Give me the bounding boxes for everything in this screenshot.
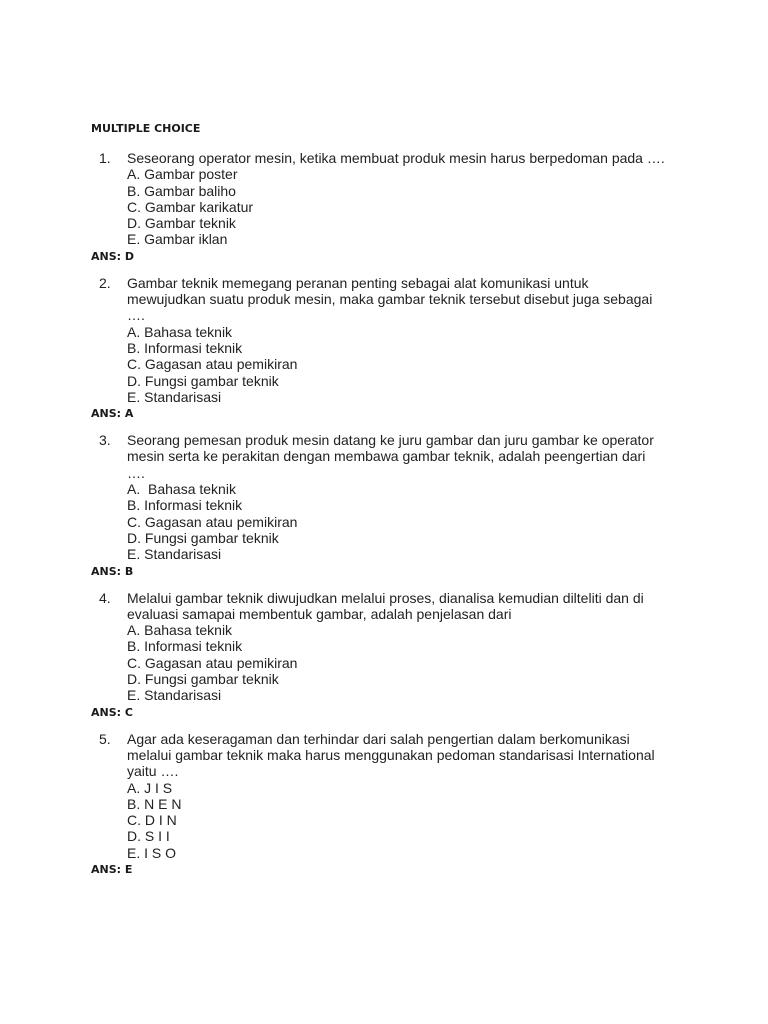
option-c: C. Gagasan atau pemikiran: [127, 654, 298, 671]
option-d: D. S I I: [127, 828, 170, 845]
option-c: C. Gagasan atau pemikiran: [127, 513, 298, 530]
answer-key: ANS: B: [91, 564, 134, 578]
question-text: Agar ada keseragaman dan terhindar dari salah pengertian dalam berkomunikasi melalui gambar teknik maka harus menggunakan pedoman standarisasi International yaitu ….: [127, 730, 655, 780]
option-a: A. Bahasa teknik: [127, 622, 233, 639]
option-list: [0, 324, 768, 405]
option-a: A. Gambar poster: [127, 166, 238, 183]
option-a: A. Bahasa teknik: [127, 323, 233, 340]
option-e: E. I S O: [127, 844, 177, 861]
option-e: E. Standarisasi: [127, 687, 222, 704]
question-4: [0, 590, 768, 721]
option-b: B. Informasi teknik: [127, 638, 243, 655]
option-list: [0, 622, 768, 703]
option-d: D. Fungsi gambar teknik: [127, 671, 279, 688]
option-e: E. Gambar iklan: [127, 231, 228, 248]
option-c: C. Gagasan atau pemikiran: [127, 356, 298, 373]
option-c: C. Gambar karikatur: [127, 198, 254, 215]
option-a: A. J I S: [127, 779, 173, 796]
question-2: [0, 275, 768, 422]
question-number: 4.: [99, 589, 111, 606]
option-c: C. D I N: [127, 812, 177, 829]
section-heading: MULTIPLE CHOICE: [91, 122, 201, 135]
option-d: D. Gambar teknik: [127, 215, 236, 232]
option-list: [0, 780, 768, 861]
option-list: [0, 166, 768, 247]
question-stem: [0, 432, 667, 481]
option-b: B. Gambar baliho: [127, 182, 236, 199]
option-b: B. N E N: [127, 795, 182, 812]
option-a: A. Bahasa teknik: [127, 481, 236, 498]
answer-key: ANS: D: [91, 249, 135, 263]
question-3: [0, 432, 768, 579]
question-text: Seorang pemesan produk mesin datang ke juru gambar dan juru gambar ke operator mesin serta ke perakitan dengan membawa gambar teknik, adalah peengertian dari ….: [127, 432, 654, 481]
option-b: B. Informasi teknik: [127, 339, 243, 356]
question-stem: [0, 275, 667, 324]
question-number: 5.: [99, 730, 111, 747]
question-text: Gambar teknik memegang peranan penting sebagai alat komunikasi untuk mewujudkan suatu produk mesin, maka gambar teknik tersebut disebut juga sebagai ….: [127, 274, 653, 324]
answer-key: ANS: E: [91, 862, 133, 876]
answer-key: ANS: C: [91, 705, 133, 719]
option-list: [0, 481, 768, 562]
answer-key: ANS: A: [91, 407, 134, 421]
question-number: 2.: [99, 274, 111, 291]
question-stem: [0, 590, 667, 623]
option-d: D. Fungsi gambar teknik: [127, 372, 279, 389]
question-text: Melalui gambar teknik diwujudkan melalui proses, dianalisa kemudian dilteliti dan di evaluasi samapai membentuk gambar, adalah penjelasan dari: [127, 589, 644, 622]
question-stem: [0, 731, 667, 780]
question-list: [0, 150, 768, 888]
question-text: Seseorang operator mesin, ketika membuat produk mesin harus berpedoman pada ….: [127, 150, 665, 166]
question-stem: [0, 150, 667, 166]
question-5: [0, 731, 768, 878]
option-e: E. Standarisasi: [127, 546, 222, 563]
option-b: B. Informasi teknik: [127, 497, 243, 514]
option-e: E. Standarisasi: [127, 388, 222, 405]
question-number: 1.: [99, 150, 111, 166]
option-d: D. Fungsi gambar teknik: [127, 529, 279, 546]
question-number: 3.: [99, 432, 111, 449]
question-1: [0, 150, 768, 265]
